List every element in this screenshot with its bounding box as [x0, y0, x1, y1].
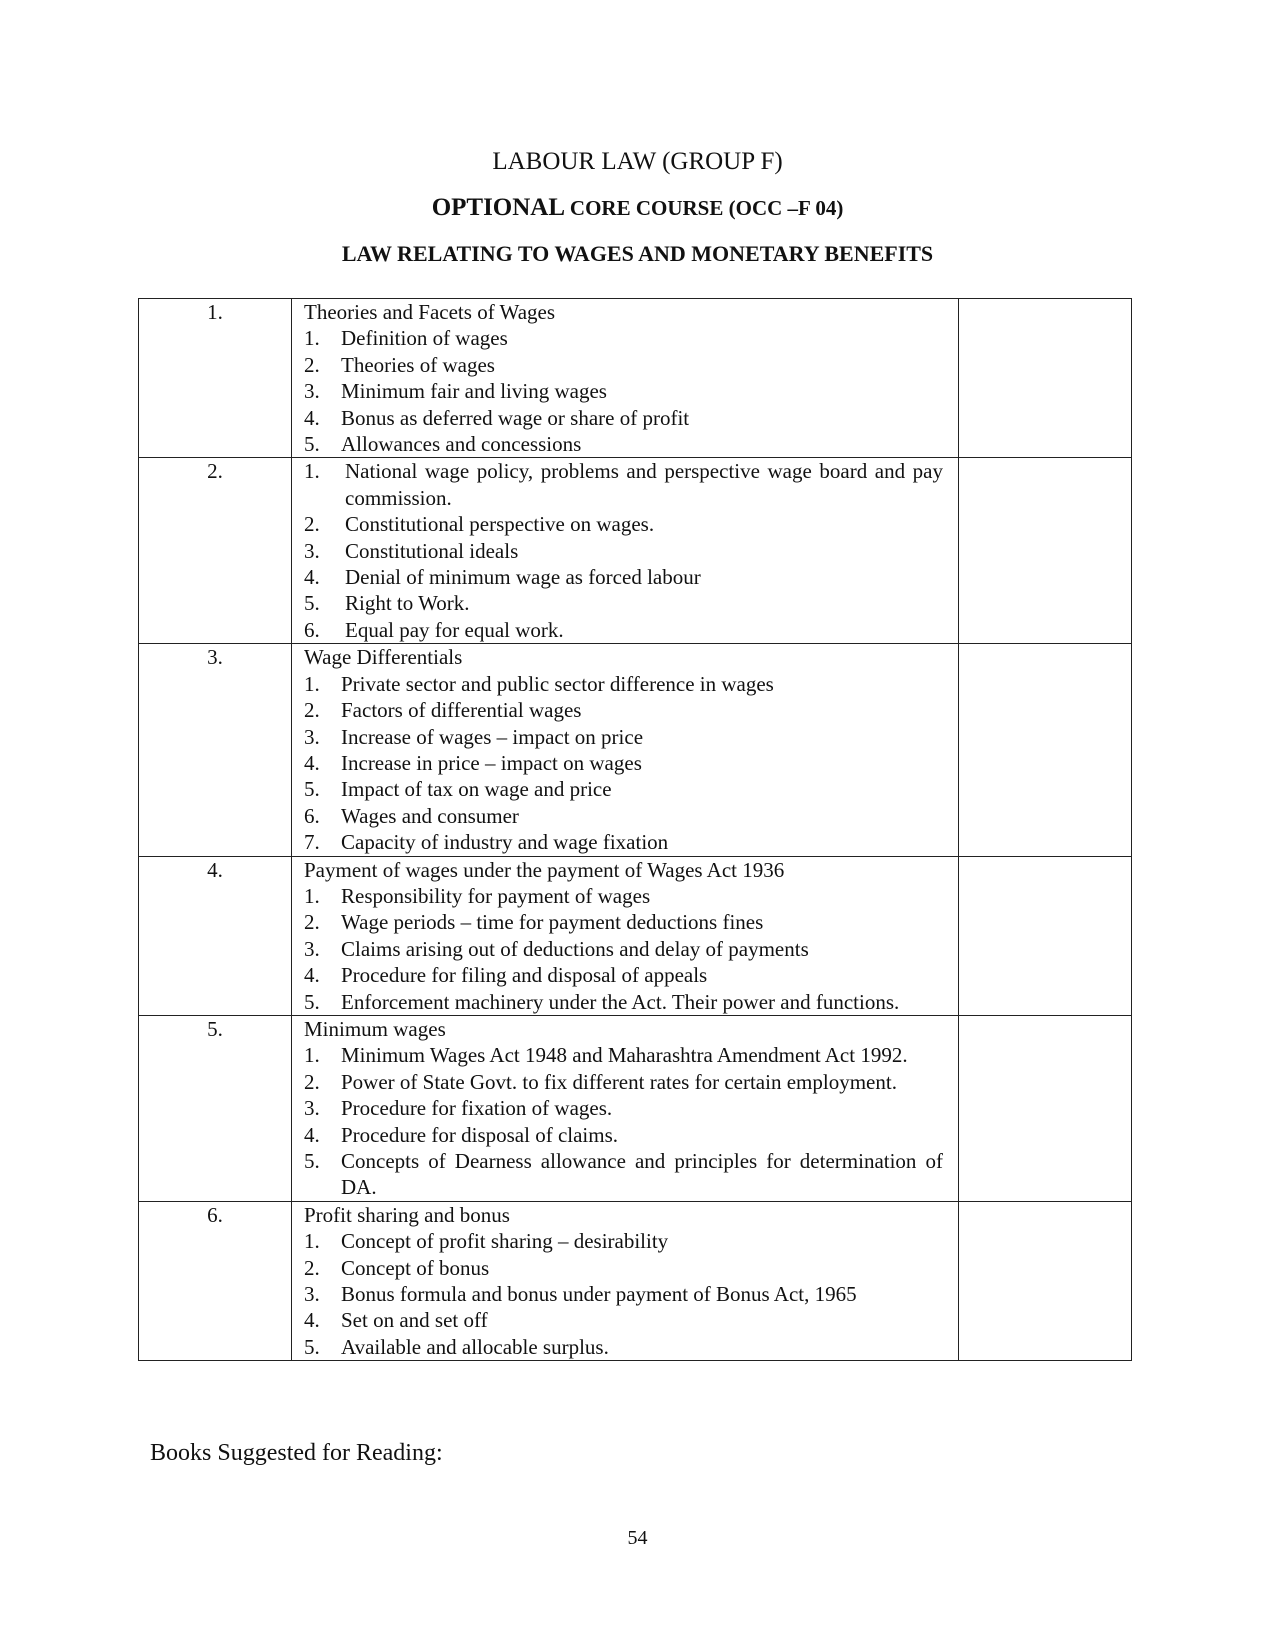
topic-text: Wage periods – time for payment deductions fines: [341, 910, 764, 935]
syllabus-row: [139, 1015, 1132, 1201]
topic-text: Concepts of Dearness allowance and principles for determination of DA.: [341, 1149, 943, 1200]
topic-number: 5.: [304, 1334, 320, 1359]
books-suggested-heading: Books Suggested for Reading:: [150, 1440, 443, 1466]
unit-content: [292, 299, 959, 458]
topic-item: [304, 405, 943, 431]
topic-text: Wages and consumer: [341, 803, 519, 828]
unit-number: 3.: [139, 644, 292, 856]
topic-number: 2.: [304, 698, 320, 723]
topic-text: Claims arising out of deductions and delay of payments: [341, 936, 809, 961]
unit-content: [292, 458, 959, 644]
topic-number: 4.: [304, 750, 320, 775]
topic-text: Enforcement machinery under the Act. Their power and functions.: [341, 989, 900, 1014]
topic-item: [304, 352, 943, 378]
unit-content: [292, 1201, 959, 1360]
course-subject-title: LAW RELATING TO WAGES AND MONETARY BENEFITS: [341, 241, 934, 266]
unit-content: [292, 1015, 959, 1201]
topic-text: Constitutional ideals: [345, 538, 519, 563]
topic-item: [304, 1281, 943, 1307]
topic-number: 4.: [304, 963, 320, 988]
unit-heading: Theories and Facets of Wages: [304, 300, 556, 324]
topic-text: Responsibility for payment of wages: [341, 883, 651, 908]
topic-item: [304, 1307, 943, 1333]
page-number: 54: [627, 1527, 648, 1549]
topic-item: [304, 1255, 943, 1281]
topic-number: 4.: [304, 1308, 320, 1333]
topic-number: 5.: [304, 777, 320, 802]
topic-text: Concept of bonus: [341, 1255, 490, 1280]
topic-number: 7.: [304, 830, 320, 855]
syllabus-row: [139, 458, 1132, 644]
unit-number: 2.: [139, 458, 292, 644]
topic-text: Procedure for fixation of wages.: [341, 1096, 613, 1121]
remarks-cell: [959, 1201, 1132, 1360]
topic-text: Set on and set off: [341, 1308, 488, 1333]
topic-text: Concept of profit sharing – desirability: [341, 1229, 669, 1254]
topic-item: [304, 909, 943, 935]
topic-number: 3.: [304, 379, 320, 404]
topic-item: [304, 883, 943, 909]
topic-number: 4.: [304, 405, 320, 430]
syllabus-row: [139, 644, 1132, 856]
topic-item: [304, 1122, 943, 1148]
unit-content: [292, 644, 959, 856]
syllabus-row: [139, 299, 1132, 458]
topic-number: 5.: [304, 989, 320, 1014]
topic-item: [304, 1069, 943, 1095]
remarks-cell: [959, 458, 1132, 644]
topic-text: Minimum fair and living wages: [341, 379, 607, 404]
topic-number: 1.: [304, 1043, 320, 1068]
topic-text: Increase in price – impact on wages: [341, 750, 642, 775]
topic-text: Procedure for disposal of claims.: [341, 1122, 619, 1147]
topic-item: [304, 1042, 943, 1068]
topic-number: 3.: [304, 936, 320, 961]
topic-item: [304, 803, 943, 829]
course-code-title: [0, 193, 1275, 223]
unit-heading: Wage Differentials: [304, 645, 463, 670]
topic-text: Bonus formula and bonus under payment of Bonus Act, 1965: [341, 1282, 857, 1307]
topic-text: Factors of differential wages: [341, 698, 582, 723]
topic-item: [304, 564, 943, 590]
remarks-cell: [959, 299, 1132, 458]
topic-text: Constitutional perspective on wages.: [345, 512, 655, 537]
topic-item: [304, 1334, 943, 1360]
topic-item: [304, 750, 943, 776]
unit-number: 1.: [139, 299, 292, 458]
syllabus-table: [138, 298, 1132, 1361]
topic-text: Theories of wages: [341, 352, 495, 377]
topic-item: [304, 431, 943, 457]
topic-text: Procedure for filing and disposal of appeals: [341, 963, 708, 988]
topic-number: 3.: [304, 724, 320, 749]
topic-text: Private sector and public sector difference in wages: [341, 671, 774, 696]
topic-text: Increase of wages – impact on price: [341, 724, 644, 749]
topic-item: [304, 511, 943, 537]
topic-item: [304, 1095, 943, 1121]
unit-number: 4.: [139, 856, 292, 1015]
topic-number: 5.: [304, 1149, 320, 1173]
topic-item: [304, 829, 943, 855]
topic-text: Definition of wages: [341, 326, 508, 351]
unit-heading: Payment of wages under the payment of Wages Act 1936: [304, 857, 785, 882]
topic-item: [304, 776, 943, 802]
unit-number: 5.: [139, 1015, 292, 1201]
topic-item: [304, 325, 943, 351]
topic-item: [304, 458, 943, 511]
topic-number: 1.: [304, 326, 320, 351]
topic-number: 1.: [304, 459, 320, 484]
topic-number: 2.: [304, 1255, 320, 1280]
topic-item: [304, 538, 943, 564]
syllabus-row: [139, 1201, 1132, 1360]
topic-number: 5.: [304, 432, 320, 457]
topic-item: [304, 724, 943, 750]
topic-number: 1.: [304, 883, 320, 908]
topic-number: 4.: [304, 565, 320, 590]
remarks-cell: [959, 644, 1132, 856]
topic-item: [304, 697, 943, 723]
unit-heading: Minimum wages: [304, 1016, 446, 1041]
topic-text: Impact of tax on wage and price: [341, 777, 612, 802]
topic-item: [304, 590, 943, 616]
topic-text: Allowances and concessions: [341, 432, 582, 457]
topic-number: 3.: [304, 1096, 320, 1121]
topic-item: [304, 936, 943, 962]
topic-item: [304, 962, 943, 988]
topic-text: Minimum Wages Act 1948 and Maharashtra Amendment Act 1992.: [341, 1043, 908, 1068]
remarks-cell: [959, 1015, 1132, 1201]
topic-number: 6.: [304, 617, 320, 642]
syllabus-row: [139, 856, 1132, 1015]
unit-heading: Profit sharing and bonus: [304, 1202, 510, 1227]
topic-number: 3.: [304, 538, 320, 563]
topic-text: Denial of minimum wage as forced labour: [345, 565, 701, 590]
topic-number: 4.: [304, 1122, 320, 1147]
topic-item: [304, 378, 943, 404]
topic-number: 2.: [304, 910, 320, 935]
topic-item: [304, 989, 943, 1015]
topic-text: Equal pay for equal work.: [345, 617, 564, 642]
document-title: LABOUR LAW (GROUP F): [492, 148, 783, 175]
optional-label: OPTIONAL: [431, 194, 564, 221]
topic-text: Right to Work.: [345, 591, 470, 616]
topic-number: 3.: [304, 1282, 320, 1307]
topic-number: 5.: [304, 591, 320, 616]
topic-item: [304, 671, 943, 697]
topic-number: 1.: [304, 671, 320, 696]
topic-number: 2.: [304, 512, 320, 537]
unit-content: [292, 856, 959, 1015]
topic-number: 6.: [304, 803, 320, 828]
topic-item: [304, 617, 943, 643]
syllabus-table-body: [139, 299, 1132, 1361]
unit-number: 6.: [139, 1201, 292, 1360]
topic-item: [304, 1228, 943, 1254]
remarks-cell: [959, 856, 1132, 1015]
topic-number: 1.: [304, 1229, 320, 1254]
topic-item: [304, 1148, 943, 1201]
topic-text: Bonus as deferred wage or share of profit: [341, 405, 690, 430]
topic-text: Power of State Govt. to fix different rates for certain employment.: [341, 1069, 897, 1094]
topic-text: Capacity of industry and wage fixation: [341, 830, 669, 855]
topic-number: 2.: [304, 352, 320, 377]
topic-text: National wage policy, problems and perspective wage board and pay commission.: [345, 459, 943, 510]
topic-text: Available and allocable surplus.: [341, 1334, 609, 1359]
topic-number: 2.: [304, 1069, 320, 1094]
core-course-label: CORE COURSE (OCC –F 04): [569, 196, 844, 220]
